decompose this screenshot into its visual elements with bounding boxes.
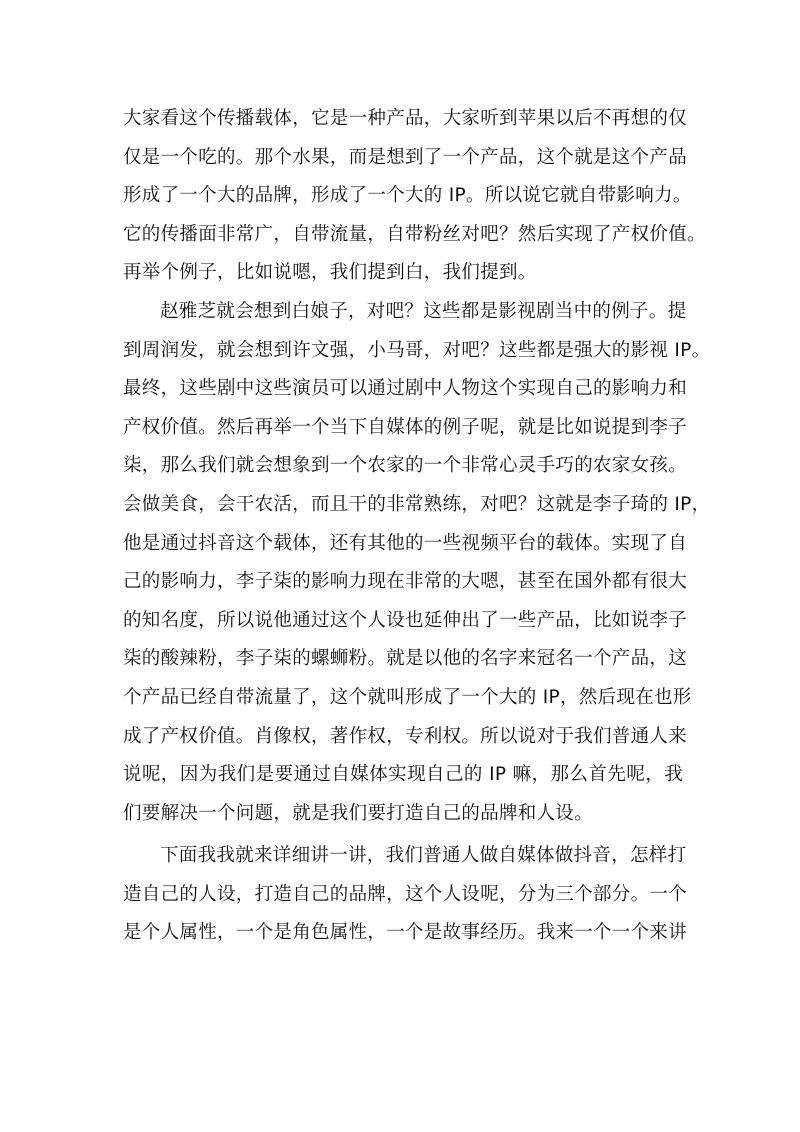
paragraph-1 bbox=[123, 100, 706, 293]
text-line: 是个人属性，一个是角色属性，一个是故事经历。我来一个一个来讲 bbox=[123, 922, 688, 944]
text-line: 柒，那么我们就会想象到一个农家的一个非常心灵手巧的农家女孩。 bbox=[123, 455, 688, 477]
text-line: 柒的酸辣粉，李子柒的螺蛳粉。就是以他的名字来冠名一个产品，这 bbox=[123, 648, 688, 670]
text-line: 会做美食，会干农活，而且干的非常熟练，对吧？这就是李子琦的 IP， bbox=[123, 493, 711, 515]
text-line: 的知名度，所以说他通过这个人设也延伸出了一些产品，比如说李子 bbox=[123, 609, 688, 631]
text-line: 形成了一个大的品牌，形成了一个大的 IP。所以说它就自带影响力。 bbox=[123, 185, 692, 207]
text-line: 仅是一个吃的。那个水果，而是想到了一个产品，这个就是这个产品 bbox=[123, 146, 688, 168]
text-line: 再举个例子，比如说嗯，我们提到白，我们提到。 bbox=[123, 262, 537, 284]
paragraph-3 bbox=[123, 837, 688, 953]
text-line: 们要解决一个问题，就是我们要打造自己的品牌和人设。 bbox=[123, 802, 594, 824]
document-body bbox=[123, 100, 711, 953]
text-line: 说呢，因为我们是要通过自媒体实现自己的 IP 嘛，那么首先呢，我 bbox=[123, 764, 683, 786]
text-line: 他是通过抖音这个载体，还有其他的一些视频平台的载体。实现了自 bbox=[123, 532, 688, 554]
text-line: 造自己的人设，打造自己的品牌，这个人设呢，分为三个部分。一个 bbox=[123, 883, 688, 905]
text-line: 下面我我就来详细讲一讲，我们普通人做自媒体做抖音，怎样打 bbox=[160, 845, 687, 867]
text-line: 个产品已经自带流量了，这个就叫形成了一个大的 IP，然后现在也形 bbox=[123, 686, 692, 708]
text-line: 产权价值。然后再举一个当下自媒体的例子呢，就是比如说提到李子 bbox=[123, 416, 688, 438]
text-line: 成了产权价值。肖像权，著作权，专利权。所以说对于我们普通人来 bbox=[123, 725, 688, 747]
paragraph-2 bbox=[123, 293, 711, 833]
text-line: 它的传播面非常广，自带流量，自带粉丝对吧？然后实现了产权价值。 bbox=[123, 223, 706, 245]
text-line: 到周润发，就会想到许文强，小马哥，对吧？这些都是强大的影视 IP。 bbox=[123, 339, 711, 361]
text-line: 己的影响力，李子柒的影响力现在非常的大嗯，甚至在国外都有很大 bbox=[123, 571, 688, 593]
text-line: 大家看这个传播载体，它是一种产品，大家听到苹果以后不再想的仅 bbox=[123, 108, 688, 129]
text-line: 赵雅芝就会想到白娘子，对吧？这些都是影视剧当中的例子。提 bbox=[160, 300, 687, 322]
text-line: 最终，这些剧中这些演员可以通过剧中人物这个实现自己的影响力和 bbox=[123, 378, 688, 400]
